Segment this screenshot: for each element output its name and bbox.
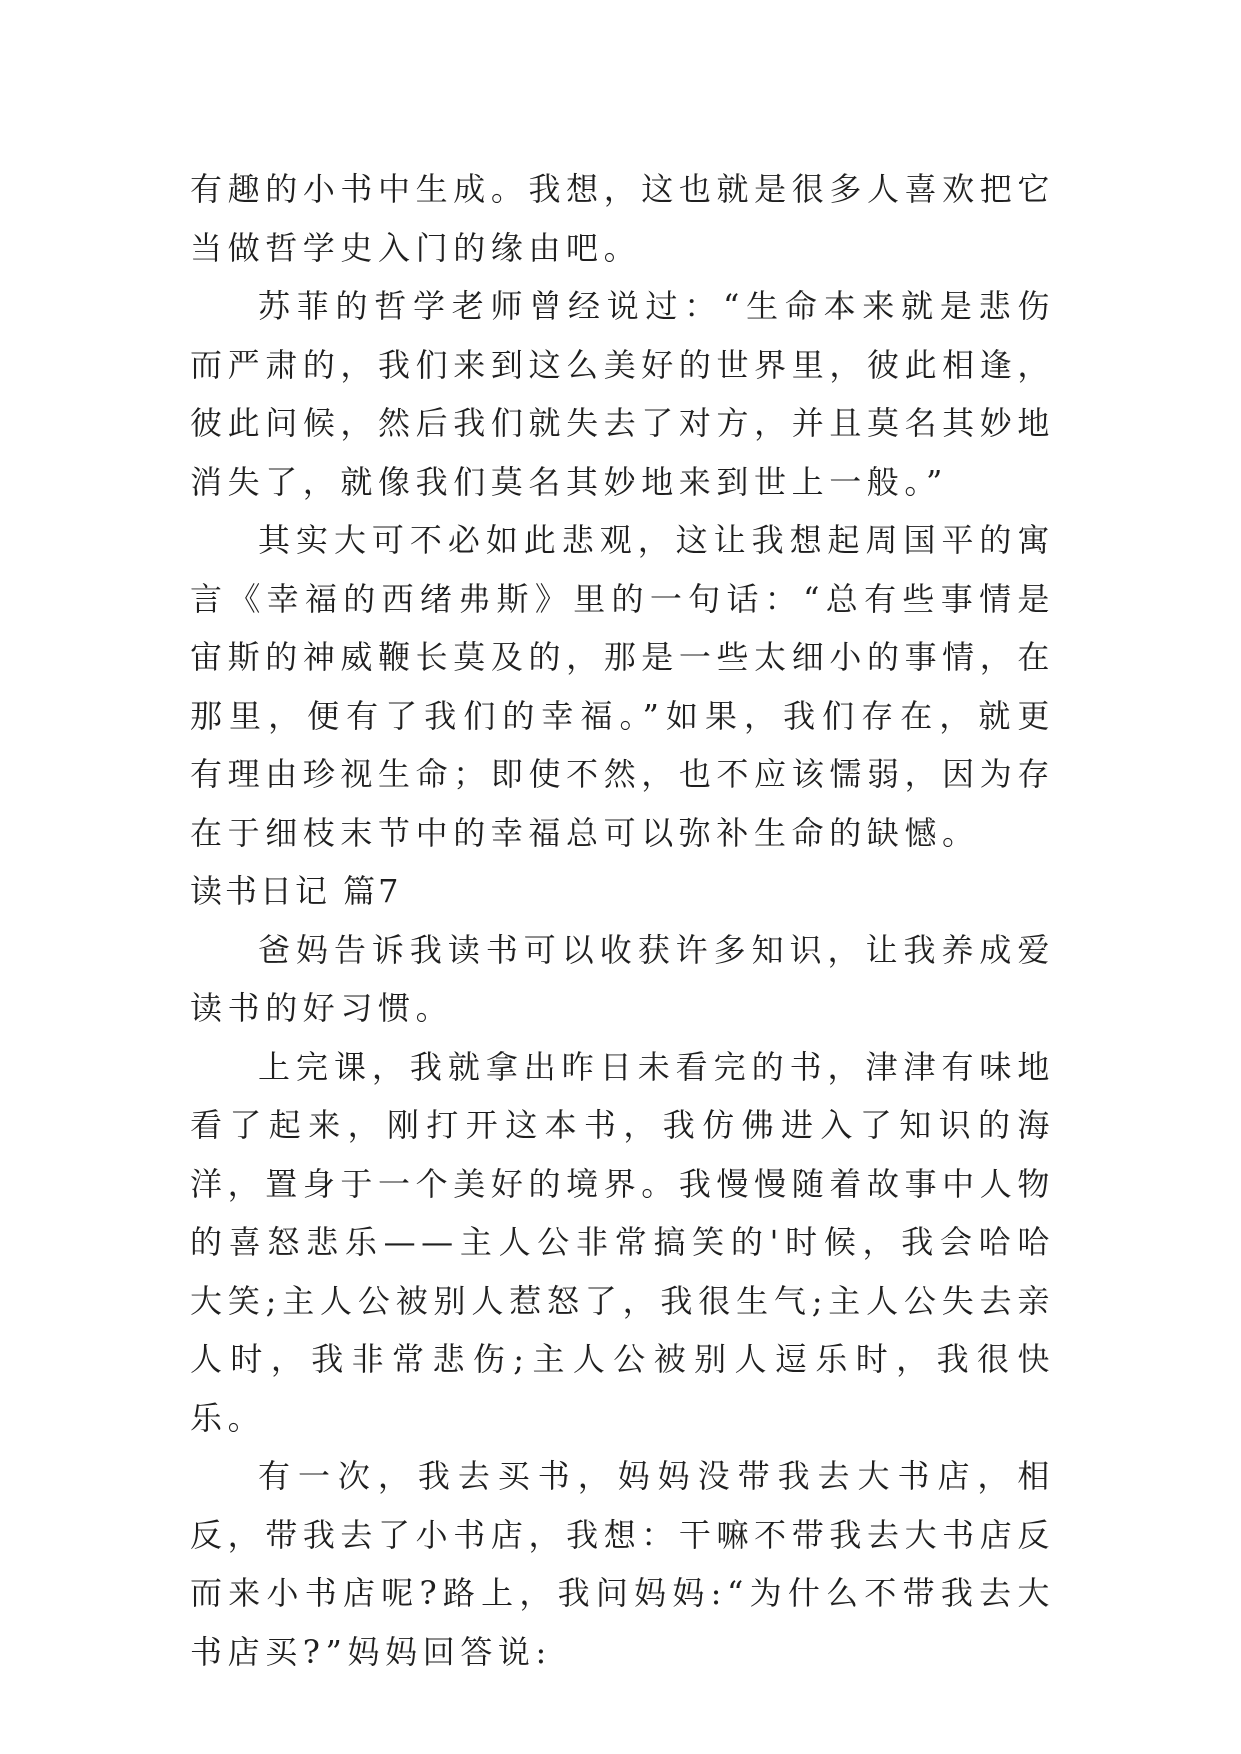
paragraph-continuation: 有趣的小书中生成。我想，这也就是很多人喜欢把它当做哲学史入门的缘由吧。 bbox=[190, 170, 1055, 267]
paragraph-reading: 上完课，我就拿出昨日未看完的书，津津有味地看了起来，刚打开这本书，我仿佛进入了知识的海洋，置身于一个美好的境界。我慢慢随着故事中人物的喜怒悲乐——主人公非常搞笑的'时候，我会哈哈大笑;主人公被别人惹怒了，我很生气;主人公失去亲人时，我非常悲伤;主人公被别人逗乐时，我很快乐。 bbox=[190, 1047, 1055, 1437]
paragraph-bookstore: 有一次，我去买书，妈妈没带我去大书店，相反，带我去了小书店，我想：干嘛不带我去大书店反而来小书店呢?路上，我问妈妈:“为什么不带我去大书店买?”妈妈回答说: bbox=[190, 1457, 1055, 1671]
section-heading: 读书日记 篇7 bbox=[190, 872, 402, 910]
paragraph-sisyphus: 其实大可不必如此悲观，这让我想起周国平的寓言《幸福的西绪弗斯》里的一句话：“总有些事情是宙斯的神威鞭长莫及的，那是一些太细小的事情，在那里，便有了我们的幸福。”如果，我们存在，就更有理由珍视生命；即使不然，也不应该懦弱，因为存在于细枝末节中的幸福总可以弥补生命的缺憾。 bbox=[190, 521, 1055, 852]
paragraph-parents: 爸妈告诉我读书可以收获许多知识，让我养成爱读书的好习惯。 bbox=[190, 930, 1055, 1027]
paragraph-sophie-quote: 苏菲的哲学老师曾经说过：“生命本来就是悲伤而严肃的，我们来到这么美好的世界里，彼此相逢，彼此问候，然后我们就失去了对方，并且莫名其妙地消失了，就像我们莫名其妙地来到世上一般。” bbox=[190, 287, 1055, 501]
document-body bbox=[190, 160, 1055, 1681]
